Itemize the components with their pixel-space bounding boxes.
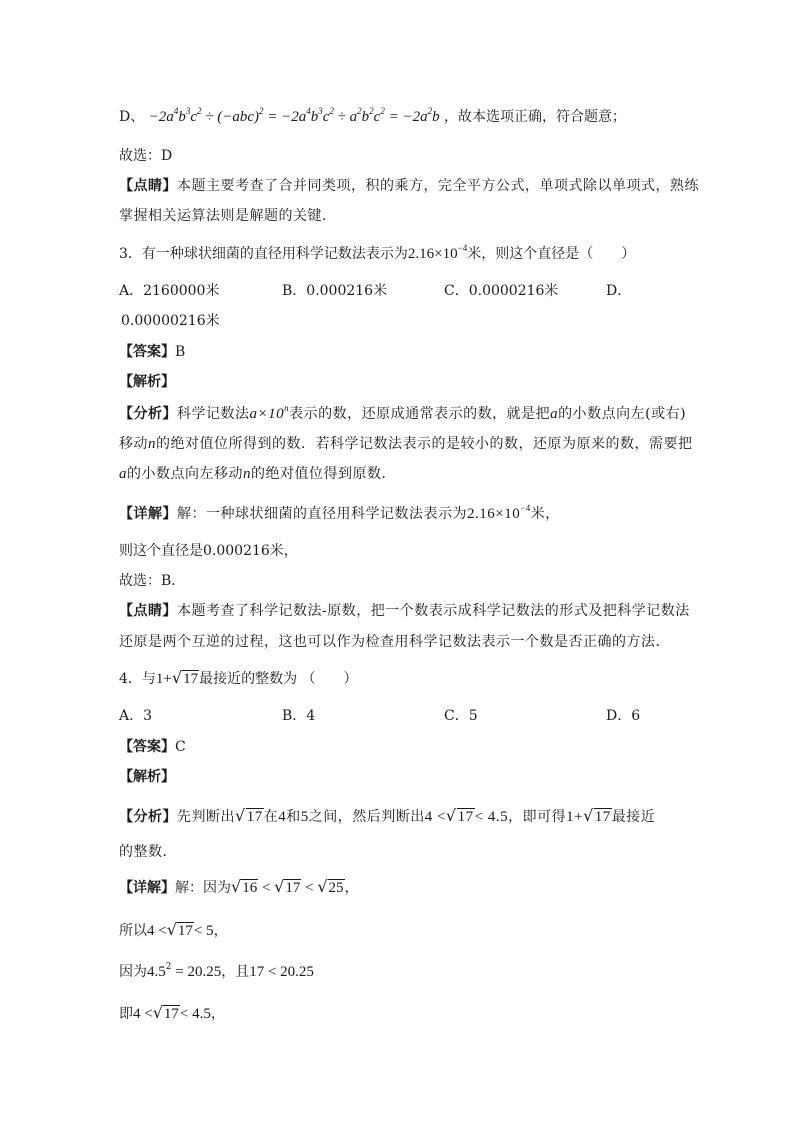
question-3-option-b: B．0.000216米 bbox=[282, 283, 388, 299]
tip-paragraph-cont: 掌握相关运算法则是解题的关键． bbox=[119, 208, 337, 224]
sci-notation: $2.16\times 10^{-4}$ bbox=[407, 243, 468, 262]
tip-tag: 【点睛】 bbox=[119, 178, 177, 194]
question-4-option-c: C．5 bbox=[444, 708, 478, 724]
option-d-explanation bbox=[119, 107, 626, 127]
math-expression: $-2a^4b^3c^2 \div (-abc)^2 = -2a^4b^3c^2 \div a^2b^2c^2 = -2a^2b$ bbox=[148, 106, 440, 125]
detail-4-paragraph: 【详解】解：因为√16 < √17 < √25， bbox=[119, 877, 359, 896]
question-3-option-a: A．2160000米 bbox=[119, 283, 220, 299]
option-d-conclusion: ，故本选项正确，符合题意； bbox=[444, 109, 627, 125]
choice-line: 故选：D bbox=[119, 148, 173, 164]
analysis-4-heading: 【解析】 bbox=[119, 769, 175, 785]
analysis-4-paragraph-2: 的整数． bbox=[119, 844, 177, 860]
question-4-stem: 4．与1+√17最接近的整数为 （ ） bbox=[119, 668, 358, 687]
step-2: 因为$4.5^2 = 20.25$，且17 < 20.25 bbox=[119, 962, 314, 980]
analysis-3-paragraph-3: a的小数点向左移动n的绝对值位得到原数． bbox=[119, 466, 396, 482]
question-3-option-c: C．0.0000216米 bbox=[444, 283, 559, 299]
answer-4: 【答案】C bbox=[119, 739, 186, 755]
analysis-4-paragraph: 【分析】先判断出√17在4和5之间，然后判断出4 <√17< 4.5，即可得1+√17最接近 bbox=[119, 806, 656, 825]
detail-3-paragraph: 【详解】解：一种球状细菌的直径用科学记数法表示为$2.16\times 10^{-4}$米， bbox=[119, 503, 560, 522]
detail-3-line-2: 则这个直径是0.000216米， bbox=[119, 543, 298, 559]
sci-form: $a\times 10^n$ bbox=[249, 403, 290, 422]
step-1: 所以4 <√17< 5， bbox=[119, 920, 228, 939]
analysis-3-paragraph-2: 移动n的绝对值位所得到的数．若科学记数法表示的是较小的数，还原为原来的数，需要把 bbox=[119, 436, 693, 452]
question-4-option-d: D．6 bbox=[606, 708, 641, 724]
question-3-option-d-value: 0.00000216米 bbox=[121, 313, 220, 329]
tip-paragraph bbox=[119, 176, 699, 196]
analysis-3-heading: 【解析】 bbox=[119, 374, 175, 390]
option-d-prefix: D、 bbox=[119, 109, 145, 125]
detail-3-line-3: 故选：B． bbox=[119, 573, 186, 589]
question-3-option-d: D． bbox=[606, 283, 632, 299]
step-3: 即4 <√17< 4.5， bbox=[119, 1003, 225, 1022]
question-4-option-a: A．3 bbox=[119, 708, 153, 724]
question-4-option-b: B．4 bbox=[282, 708, 316, 724]
tip-3-paragraph: 【点睛】本题考查了科学记数法-原数，把一个数表示成科学记数法的形式及把科学记数法 bbox=[119, 603, 690, 619]
question-3-stem: 3．有一种球状细菌的直径用科学记数法表示为$2.16\times 10^{-4}$米，则这个直径是（ ） bbox=[119, 243, 636, 262]
answer-3: 【答案】B bbox=[119, 344, 186, 360]
tip-3-paragraph-2: 还原是两个互逆的过程，这也可以作为检查用科学记数法表示一个数是否正确的方法． bbox=[119, 634, 670, 650]
analysis-3-paragraph: 【分析】科学记数法$a\times 10^n$表示的数，还原成通常表示的数，就是把a的小数点向左(或右) bbox=[119, 403, 687, 422]
tip-text: 本题主要考查了合并同类项，积的乘方，完全平方公式，单项式除以单项式，熟练 bbox=[177, 178, 699, 194]
